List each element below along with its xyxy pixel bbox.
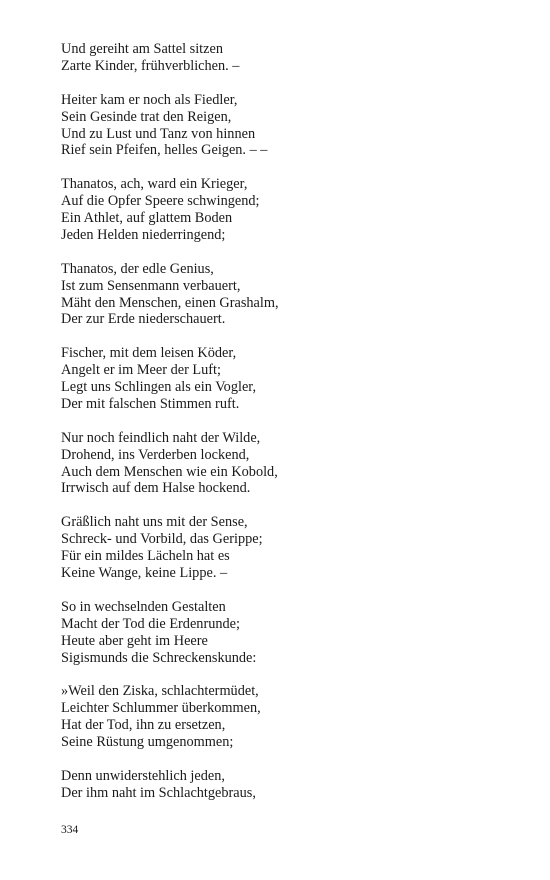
stanza-3 <box>61 176 501 244</box>
verse-line: Ist zum Sensenmann verbauert, <box>61 277 241 294</box>
verse-line: Heute aber geht im Heere <box>61 632 208 649</box>
verse-line: Für ein mildes Lächeln hat es <box>61 548 230 565</box>
verse-line: Rief sein Pfeifen, helles Geigen. – – <box>61 142 268 159</box>
verse-line: Schreck- und Vorbild, das Gerippe; <box>61 531 263 548</box>
verse-line: Der mit falschen Stimmen ruft. <box>61 395 240 412</box>
verse-line: Mäht den Menschen, einen Grashalm, <box>61 294 279 311</box>
verse-line: Sigismunds die Schreckenskunde: <box>61 649 257 666</box>
verse-line: Thanatos, der edle Genius, <box>61 260 214 277</box>
verse-line: Und zu Lust und Tanz von hinnen <box>61 125 256 142</box>
stanza-8 <box>61 599 501 667</box>
stanza-1 <box>61 41 501 75</box>
verse-line: Der zur Erde niederschauert. <box>61 311 226 328</box>
verse-line: Sein Gesinde trat den Reigen, <box>61 108 232 125</box>
verse-line: Und gereiht am Sattel sitzen <box>61 41 223 57</box>
verse-line: Irrwisch auf dem Halse hockend. <box>61 480 251 497</box>
verse-line: Der ihm naht im Schlachtgebraus, <box>61 784 256 801</box>
verse-line: Gräßlich naht uns mit der Sense, <box>61 514 248 531</box>
verse-line: So in wechselnden Gestalten <box>61 598 226 615</box>
stanza-6 <box>61 430 501 498</box>
stanza-4 <box>61 261 501 329</box>
verse-line: Ein Athlet, auf glattem Boden <box>61 210 233 227</box>
verse-line: Seine Rüstung umgenommen; <box>61 734 234 751</box>
verse-line: Keine Wange, keine Lippe. – <box>61 565 228 581</box>
verse-line: Jeden Helden niederringend; <box>61 226 226 243</box>
page-number: 334 <box>61 824 79 836</box>
stanza-7 <box>61 514 501 582</box>
verse-line: Macht der Tod die Erdenrunde; <box>61 615 240 632</box>
poem-text <box>61 41 501 802</box>
verse-line: Drohend, ins Verderben lockend, <box>61 446 250 463</box>
verse-line: Denn unwiderstehlich jeden, <box>61 767 225 784</box>
verse-line: Leichter Schlummer überkommen, <box>61 700 261 717</box>
verse-line: Legt uns Schlingen als ein Vogler, <box>61 379 257 396</box>
verse-line: Fischer, mit dem leisen Köder, <box>61 345 237 362</box>
stanza-9 <box>61 683 501 751</box>
verse-line: Angelt er im Meer der Luft; <box>61 362 221 379</box>
verse-line: Hat der Tod, ihn zu ersetzen, <box>61 717 226 734</box>
stanza-2 <box>61 92 501 160</box>
stanza-5 <box>61 345 501 413</box>
verse-line: Auch dem Menschen wie ein Kobold, <box>61 463 278 480</box>
verse-line: Heiter kam er noch als Fiedler, <box>61 91 238 108</box>
verse-line: Thanatos, ach, ward ein Krieger, <box>61 176 248 193</box>
verse-line: Auf die Opfer Speere schwingend; <box>61 193 260 210</box>
verse-line: Zarte Kinder, frühverblichen. – <box>61 57 240 74</box>
verse-line: »Weil den Ziska, schlachtermüdet, <box>61 683 259 700</box>
verse-line: Nur noch feindlich naht der Wilde, <box>61 429 261 446</box>
stanza-10 <box>61 768 501 802</box>
